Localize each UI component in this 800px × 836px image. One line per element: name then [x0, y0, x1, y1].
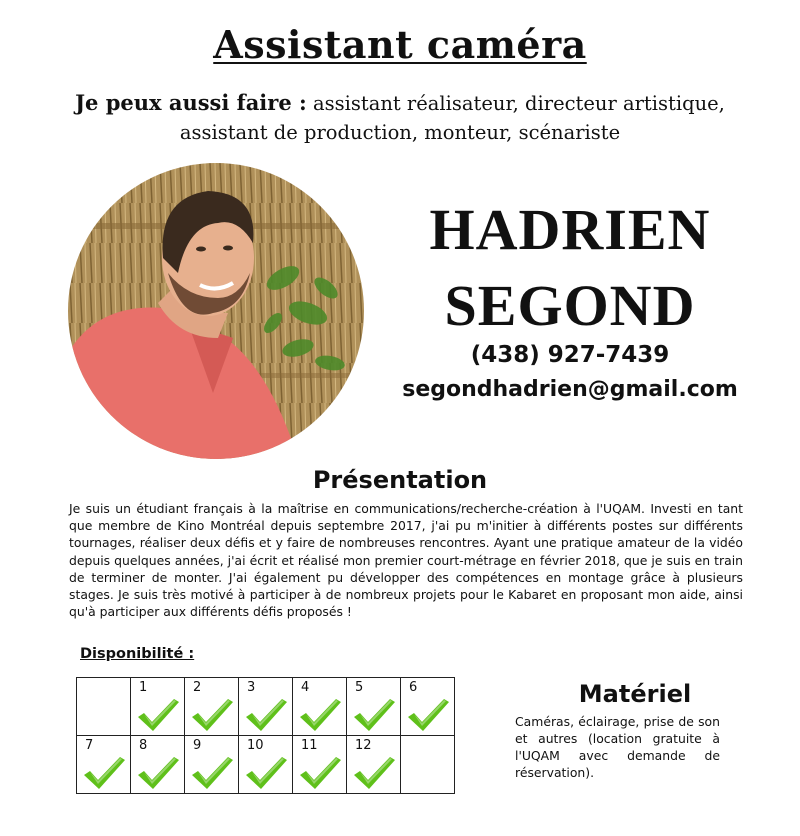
day-number: 8 [139, 738, 148, 753]
day-number: 11 [301, 738, 318, 753]
checkmark-icon [298, 695, 342, 733]
checkmark-icon [136, 695, 180, 733]
presentation-text: Je suis un étudiant français à la maîtrise en communications/recherche-création à l'UQAM. Investi en tant que membre de Kino Montréal depuis septembre 2017, j'ai pu m'initier à différents postes sur différents tournages, réaliser deux défis et y faire de nombreuses rencontres. Ayant une pratique amateur de la vidéo depuis quelques années, j'ai écrit et réalisé mon premier court-métrage en février 2018, que je suis en train de terminer de monter. J'ai également pu développer des compétences en montage grâce à plusieurs stages. Je suis très motivé à participer à de nombreux projets pour le Kabaret en proposant mon aide, ainsi qu'à participer aux différents défis proposés ! [69, 501, 743, 620]
calendar-cell [293, 736, 347, 794]
calendar-row [77, 736, 455, 794]
also-can-do-line1: assistant réalisateur, directeur artistique, [306, 92, 725, 115]
day-number: 4 [301, 680, 310, 695]
day-number: 5 [355, 680, 364, 695]
calendar-cell [185, 678, 239, 736]
materiel-heading: Matériel [578, 680, 692, 708]
presentation-heading: Présentation [312, 466, 488, 494]
calendar-cell [239, 678, 293, 736]
day-number: 9 [193, 738, 202, 753]
calendar-cell [131, 736, 185, 794]
calendar-cell [293, 678, 347, 736]
materiel-text: Caméras, éclairage, prise de son et autres (location gratuite à l'UQAM avec demande de réservation). [515, 714, 720, 780]
portrait-photo [68, 163, 364, 459]
checkmark-icon [82, 753, 126, 791]
day-number: 2 [193, 680, 202, 695]
day-number: 6 [409, 680, 418, 695]
calendar-cell [77, 736, 131, 794]
day-number: 12 [355, 738, 372, 753]
availability-heading: Disponibilité : [80, 646, 195, 662]
last-name: SEGOND [444, 273, 696, 338]
also-can-do-line2: assistant de production, monteur, scénariste [179, 121, 621, 144]
email-address: segondhadrien@gmail.com [402, 377, 738, 402]
checkmark-icon [190, 695, 234, 733]
checkmark-icon [352, 753, 396, 791]
checkmark-icon [244, 753, 288, 791]
calendar-cell [239, 736, 293, 794]
day-number: 3 [247, 680, 256, 695]
day-number: 7 [85, 738, 94, 753]
also-can-do [0, 88, 800, 147]
calendar-cell [185, 736, 239, 794]
calendar-cell [401, 678, 455, 736]
calendar-cell [401, 736, 455, 794]
day-number: 1 [139, 680, 148, 695]
calendar-cell [347, 736, 401, 794]
checkmark-icon [406, 695, 450, 733]
day-number: 10 [247, 738, 264, 753]
calendar-row [77, 678, 455, 736]
phone-number: (438) 927-7439 [470, 342, 670, 368]
checkmark-icon [136, 753, 180, 791]
checkmark-icon [244, 695, 288, 733]
checkmark-icon [190, 753, 234, 791]
availability-calendar [76, 677, 455, 794]
calendar-cell [77, 678, 131, 736]
page-title [0, 22, 800, 67]
calendar-cell [131, 678, 185, 736]
also-can-do-label: Je peux aussi faire : [75, 90, 307, 115]
checkmark-icon [298, 753, 342, 791]
checkmark-icon [352, 695, 396, 733]
page-title-text: Assistant caméra [213, 22, 587, 67]
calendar-cell [347, 678, 401, 736]
first-name: HADRIEN [429, 197, 711, 262]
